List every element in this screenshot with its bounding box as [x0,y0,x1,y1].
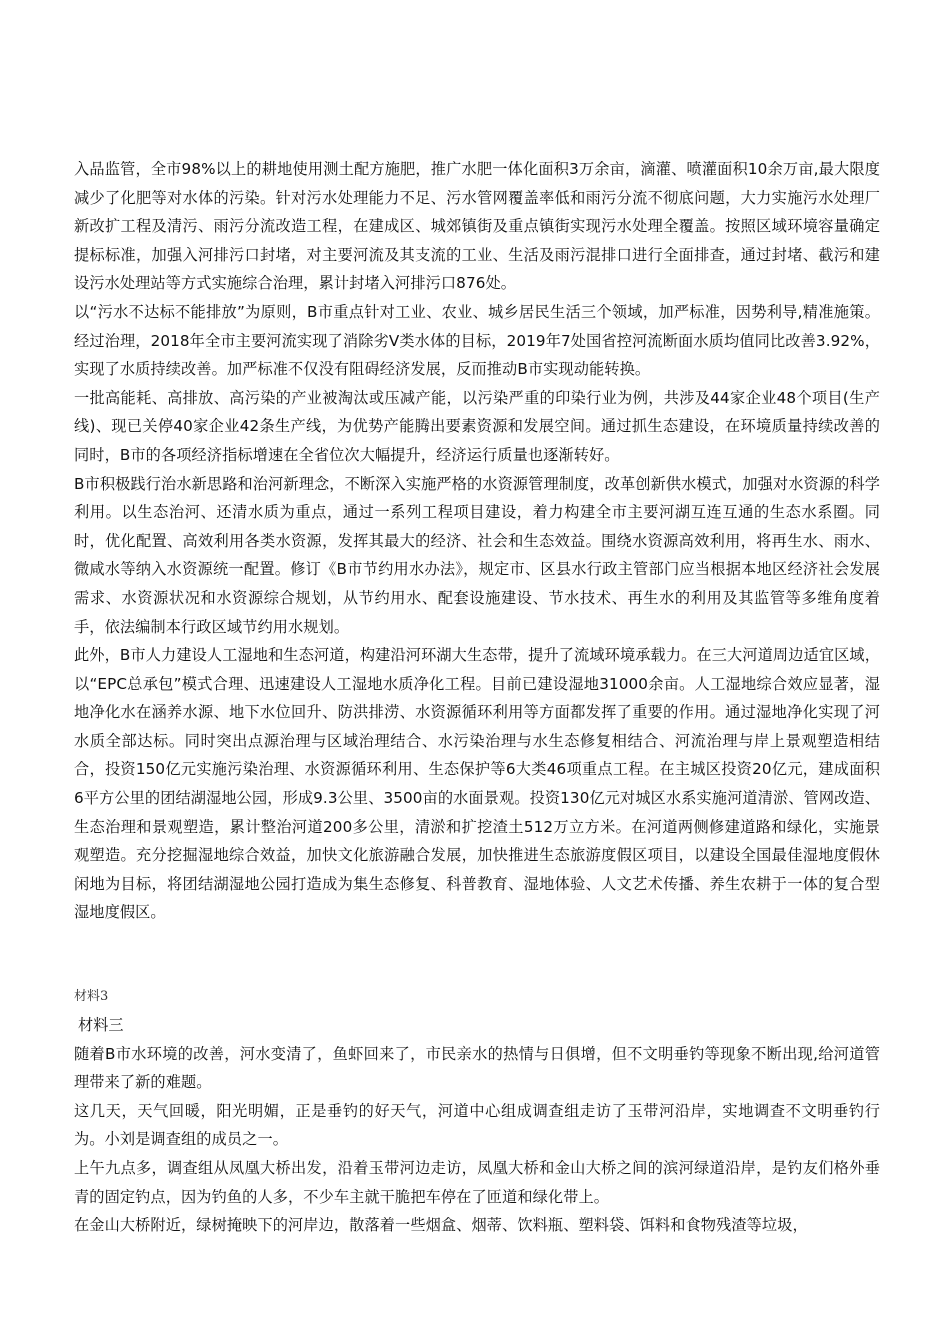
paragraph: 上午九点多，调查组从凤凰大桥出发，沿着玉带河边走访，凤凰大桥和金山大桥之间的滨河绿道沿岸，是钓友们格外垂青的固定钓点，因为钓鱼的人多，不少车主就干脆把车停在了匝道和绿化带上。 [74,1159,880,1206]
paragraph: B市积极践行治水新思路和治河新理念，不断深入实施严格的水资源管理制度，改革创新供水模式，加强对水资源的科学利用。以生态治河、还清水质为重点，通过一系列工程项目建设，着力构建全市主要河湖互连互通的生态水系圈。同时，优化配置、高效利用各类水资源，发挥其最大的经济、社会和生态效益。围绕水资源高效利用，将再生水、雨水、微咸水等纳入水资源统一配置。修订《B市节约用水办法》，规定市、区县水行政主管部门应当根据本地区经济社会发展需求、水资源状况和水资源综合规划，从节约用水、配套设施建设、节水技术、再生水的利用及其监管等多维角度着手，依法编制本行政区域节约用水规划。 [74,474,880,636]
paragraph: 随着B市水环境的改善，河水变清了，鱼虾回来了，市民亲水的热情与日俱增，但不文明垂钓等现象不断出现,给河道管理带来了新的难题。 [74,1044,880,1092]
section-spacer [74,927,880,983]
paragraph: 以“污水不达标不能排放”为原则，B市重点针对工业、农业、城乡居民生活三个领域，加严标准，因势利导,精准施策。经过治理，2018年全市主要河流实现了消除劣V类水体的目标，2019年7处国省控河流断面水质均值同比改善3.92%，实现了水质持续改善。加严标准不仅没有阻碍经济发展，反而推动B市实现动能转换。 [74,302,880,379]
paragraph: 此外，B市人力建设人工湿地和生态河道，构建沿河环湖大生态带，提升了流域环境承载力。在三大河道周边适宜区域，以“EPC总承包”模式合理、迅速建设人工湿地水质净化工程。目前已建设湿地31000余亩。人工湿地综合效应显著，湿地净化水在涵养水源、地下水位回升、防洪排涝、水资源循环利用等方面都发挥了重要的作用。通过湿地净化实现了河水质全部达标。同时突出点源治理与区域治理结合、水污染治理与水生态修复相结合、河流治理与岸上景观塑造相结合，投资150亿元实施污染治理、水资源循环利用、生态保护等6大类46项重点工程。在主城区投资20亿元，建成面积6平方公里的团结湖湿地公园，形成9.3公里、3500亩的水面景观。投资130亿元对城区水系实施河道清淤、管网改造、生态治理和景观塑造，累计整治河道200多公里，清淤和扩挖渣土512万立方米。在河道两侧修建道路和绿化，实施景观塑造。充分挖掘湿地综合效益，加快文化旅游融合发展，加快推进生态旅游度假区项目，以建设全国最佳湿地度假休闲地为目标，将团结湖湿地公园打造成为集生态修复、科普教育、湿地体验、人文艺术传播、养生农耕于一体的复合型湿地度假区。 [74,646,880,922]
material-heading: 材料三 [78,1016,124,1035]
material-3-section [74,983,880,1240]
paragraph: 入品监管，全市98%以上的耕地使用测土配方施肥，推广水肥一体化面积3万余亩，滴灌、喷灌面积10余万亩,最大限度减少了化肥等对水体的污染。针对污水处理能力不足、污水管网覆盖率低和雨污分流不彻底问题，大力实施污水处理厂新改扩工程及清污、雨污分流改造工程，在建成区、城郊镇街及重点镇街实现污水处理全覆盖。按照区域环境容量确定提标标准，加强入河排污口封堵，对主要河流及其支流的工业、生活及雨污混排口进行全面排查，通过封堵、截污和建设污水处理站等方式实施综合治理，累计封堵入河排污口876处。 [74,160,880,293]
paragraph: 这几天，天气回暖，阳光明媚，正是垂钓的好天气，河道中心组成调查组走访了玉带河沿岸，实地调查不文明垂钓行为。小刘是调查组的成员之一。 [74,1101,880,1149]
document-page [74,155,880,1240]
paragraph: 在金山大桥附近，绿树掩映下的河岸边，散落着一些烟盒、烟蒂、饮料瓶、塑料袋、饵料和食物残渣等垃圾， [74,1216,808,1235]
paragraph: 一批高能耗、高排放、高污染的产业被淘汰或压减产能，以污染严重的印染行业为例，共涉及44家企业48个项目(生产线)、现已关停40家企业42条生产线，为优势产能腾出要素资源和发展空间。通过抓生态建设，在环境质量持续改善的同时，B市的各项经济指标增速在全省位次大幅提升，经济运行质量也逐渐转好。 [74,388,880,464]
material-2-section [74,155,880,927]
material-label: 材料3 [74,989,109,1005]
